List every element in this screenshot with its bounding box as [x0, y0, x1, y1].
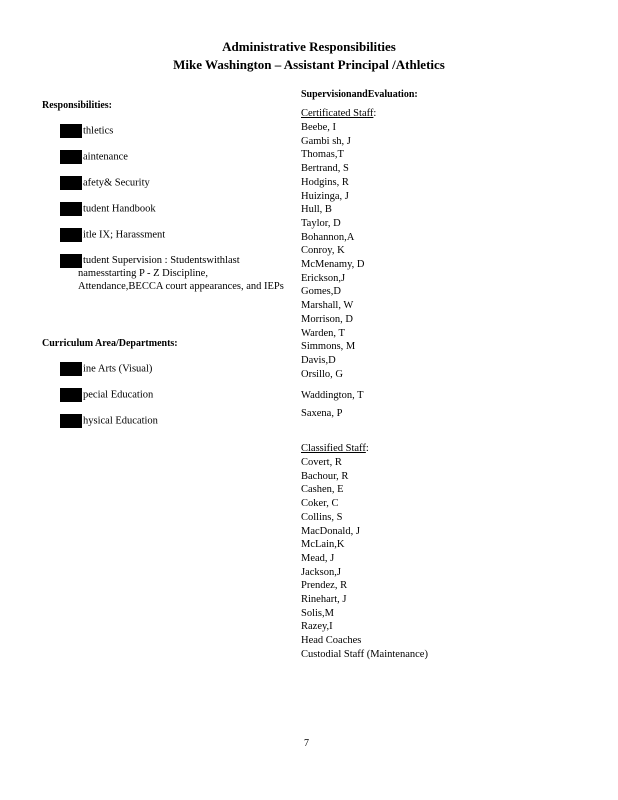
- staff-list-item: Rinehart, J: [301, 594, 347, 606]
- supervision-heading: SupervisionandEvaluation:: [301, 89, 418, 100]
- staff-list-item: Prendez, R: [301, 580, 348, 592]
- staff-list-item: Cashen, E: [301, 484, 344, 496]
- responsibility-item: aintenance: [60, 150, 128, 164]
- curriculum-item: hysical Education: [60, 414, 158, 428]
- responsibility-item: tudent Handbook: [60, 202, 156, 216]
- staff-list-item: Simmons, M: [301, 341, 356, 353]
- staff-list-item: Bohannon,A: [301, 231, 355, 243]
- responsibilities-heading: Responsibilities:: [42, 100, 113, 111]
- redaction-block: [60, 202, 82, 216]
- staff-list-item: McLain,K: [301, 539, 345, 551]
- staff-list-item: Mead, J: [301, 552, 335, 564]
- staff-list-item: Marshall, W: [301, 300, 354, 312]
- document-subtitle: Mike Washington – Assistant Principal /Athletics: [173, 57, 445, 72]
- curriculum-item: pecial Education: [60, 388, 153, 402]
- staff-list-item: Hull, B: [301, 204, 332, 216]
- staff-list-item: McMenamy, D: [301, 259, 365, 271]
- staff-list-item: MacDonald, J: [301, 525, 360, 537]
- redaction-block: [60, 124, 82, 138]
- staff-list-item: Razey,I: [301, 621, 333, 633]
- staff-list-item: Jackson,J: [301, 566, 341, 578]
- redaction-block: [60, 414, 82, 428]
- staff-list-item: Custodial Staff (Maintenance): [301, 648, 428, 660]
- staff-list-item: Bachour, R: [301, 470, 349, 482]
- staff-list-item: Orsillo, G: [301, 368, 343, 380]
- staff-list-item: Warden, T: [301, 327, 345, 339]
- staff-list-item: Beebe, I: [301, 122, 336, 133]
- redaction-block: [60, 176, 82, 190]
- redaction-block: [60, 388, 82, 402]
- staff-list-item: Covert, R: [301, 457, 342, 468]
- staff-list-item: Morrison, D: [301, 313, 353, 325]
- staff-list-item: Huizinga, J: [301, 190, 349, 202]
- certificated-staff-heading: Certificated Staff:: [301, 108, 377, 119]
- certificated-extra-item: Waddington, T: [301, 390, 364, 401]
- staff-list-item: Coker, C: [301, 498, 339, 510]
- document-title: Administrative Responsibilities: [222, 39, 396, 54]
- staff-list-item: Solis,M: [301, 607, 334, 619]
- redaction-block: [60, 254, 82, 268]
- curriculum-heading: Curriculum Area/Departments:: [42, 338, 178, 349]
- redaction-block: [60, 150, 82, 164]
- responsibility-item: thletics: [60, 124, 113, 138]
- staff-list-item: Thomas,T: [301, 149, 344, 161]
- staff-list-item: Bertrand, S: [301, 163, 349, 175]
- certificated-extra-item: Saxena, P: [301, 408, 343, 419]
- redaction-block: [60, 362, 82, 376]
- page-number: 7: [304, 738, 309, 749]
- classified-staff-list: [301, 456, 428, 662]
- staff-list-item: Head Coaches: [301, 635, 362, 647]
- responsibility-item: afety& Security: [60, 176, 150, 190]
- responsibility-item: itle IX; Harassment: [60, 228, 165, 242]
- responsibility-item-student-supervision: tudent Supervision : Studentswithlast namesstarting P - Z Discipline, Attendance,BECCA court appearances, and IEPs: [60, 254, 300, 293]
- staff-list-item: Gambi sh, J: [301, 135, 351, 147]
- staff-list-item: Collins, S: [301, 511, 343, 523]
- staff-list-item: Taylor, D: [301, 217, 341, 229]
- staff-list-item: Hodgins, R: [301, 176, 349, 188]
- staff-list-item: Gomes,D: [301, 286, 341, 298]
- staff-list-item: Conroy, K: [301, 245, 345, 257]
- curriculum-item: ine Arts (Visual): [60, 362, 152, 376]
- classified-staff-heading: Classified Staff:: [301, 443, 369, 454]
- staff-list-item: Davis,D: [301, 354, 336, 366]
- redaction-block: [60, 228, 82, 242]
- certificated-staff-list: [301, 121, 364, 381]
- staff-list-item: Erickson,J: [301, 272, 346, 284]
